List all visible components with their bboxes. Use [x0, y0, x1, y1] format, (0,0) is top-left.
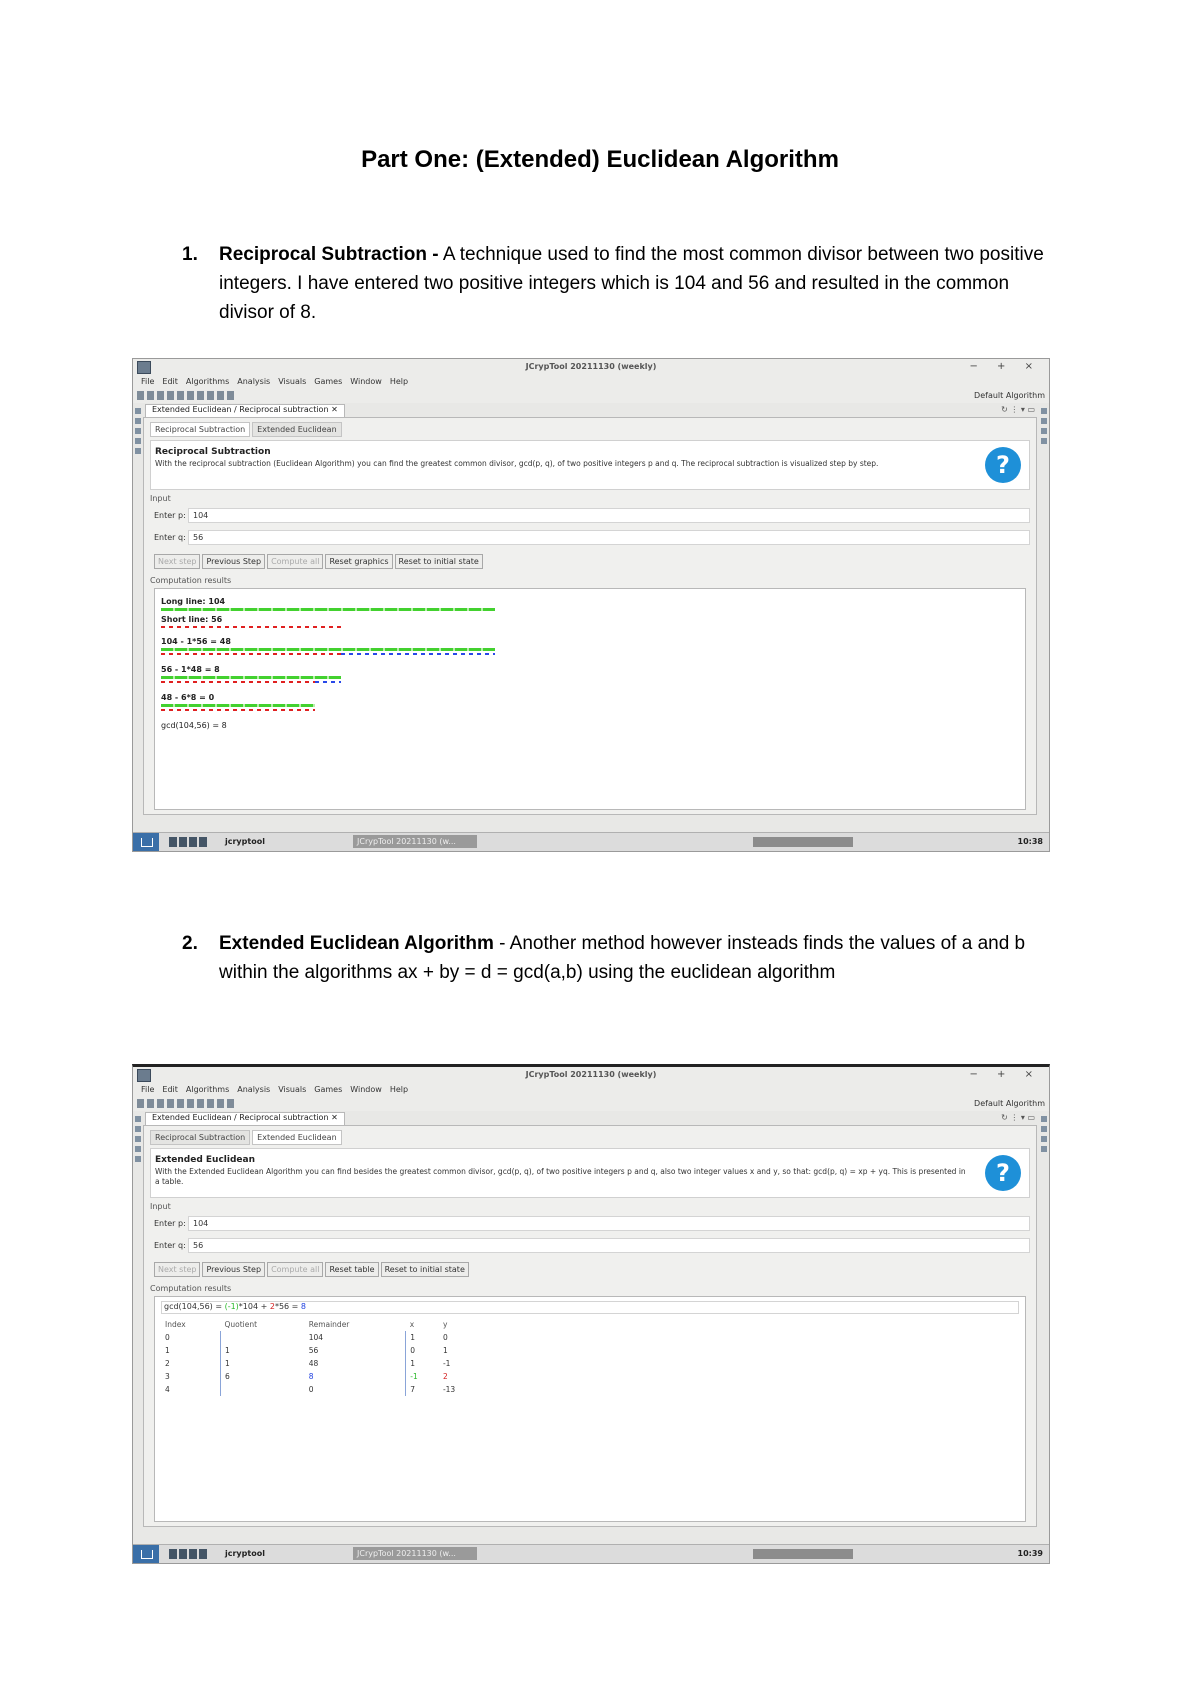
- step2-blue-bar: [315, 681, 341, 683]
- step3-label: 48 - 6*8 = 0: [161, 693, 215, 702]
- menu-bar: [133, 375, 1049, 389]
- menu-window[interactable]: Window: [350, 1085, 382, 1094]
- reset-graphics-button[interactable]: Reset graphics: [325, 554, 392, 569]
- next-step-button[interactable]: Next step: [154, 1262, 200, 1277]
- cell: 0: [406, 1344, 439, 1357]
- gcd-result-label: gcd(104,56) = 8: [161, 721, 227, 730]
- results-table-area: [154, 1296, 1026, 1522]
- q-input[interactable]: [188, 530, 1030, 545]
- menu-bar: [133, 1083, 1049, 1097]
- cell: 8: [308, 1372, 314, 1381]
- pane-toolbar-icons[interactable]: ↻ ⋮ ▾ ▭: [1001, 1113, 1035, 1122]
- menu-games[interactable]: Games: [314, 377, 343, 386]
- step3-green-bar: [161, 704, 315, 707]
- editor-tab[interactable]: Extended Euclidean / Reciprocal subtraction ✕: [145, 1112, 345, 1126]
- p-value: 104: [193, 1219, 209, 1228]
- editor-tab[interactable]: Extended Euclidean / Reciprocal subtraction ✕: [145, 404, 345, 418]
- description-text: With the Extended Euclidean Algorithm you can find besides the greatest common divisor, gcd(p, q), of two positive integers p and q, also two integer values x and y, so that: gcd(p, q) = xp + yq. This is presented in a table.: [155, 1167, 966, 1186]
- help-icon[interactable]: ?: [985, 447, 1021, 483]
- step3-red-bar: [161, 709, 315, 711]
- left-trim-icons: [133, 404, 143, 764]
- step1-red-bar: [161, 653, 341, 655]
- q-label: Enter q:: [154, 533, 186, 542]
- plugin-panel: [143, 417, 1037, 815]
- next-step-button[interactable]: Next step: [154, 554, 200, 569]
- tab-reciprocal-subtraction[interactable]: Reciprocal Subtraction: [150, 1130, 250, 1145]
- list-number: 2.: [182, 933, 198, 954]
- button-row: [154, 1262, 471, 1277]
- window-controls[interactable]: − + ×: [969, 361, 1041, 372]
- col-quotient: Quotient: [224, 1319, 258, 1329]
- gcd-equation: [161, 1301, 1019, 1314]
- subtab-bar: [150, 422, 344, 437]
- cell: 2: [165, 1359, 170, 1368]
- input-group-label: Input: [150, 494, 171, 503]
- results-group-label: Computation results: [150, 1284, 232, 1293]
- description-text: With the reciprocal subtraction (Euclidean Algorithm) you can find the greatest common divisor, gcd(p, q), of two positive integers p and q. The reciprocal subtraction is visualized step by step.: [155, 459, 879, 468]
- cell: 6: [220, 1370, 304, 1383]
- gcd-mid: *104 +: [238, 1302, 270, 1311]
- toolbar: [133, 389, 1049, 403]
- cell: 0: [165, 1333, 170, 1342]
- step1-label: 104 - 1*56 = 48: [161, 637, 231, 646]
- pane-toolbar-icons[interactable]: ↻ ⋮ ▾ ▭: [1001, 405, 1035, 414]
- gcd-y: 2: [269, 1302, 275, 1311]
- q-label: Enter q:: [154, 1241, 186, 1250]
- step1-green-bar: [161, 648, 495, 651]
- table-row: [161, 1331, 481, 1344]
- menu-file[interactable]: File: [141, 1085, 155, 1094]
- cell: [220, 1383, 304, 1396]
- gcd-mid2: *56 =: [274, 1302, 301, 1311]
- cell: 1: [406, 1357, 439, 1370]
- home-icon[interactable]: [133, 833, 159, 851]
- menu-analysis[interactable]: Analysis: [237, 1085, 271, 1094]
- cell: 1: [406, 1331, 439, 1344]
- menu-analysis[interactable]: Analysis: [237, 377, 271, 386]
- euclid-table: [161, 1317, 481, 1396]
- step2-red-bar: [161, 681, 315, 683]
- button-row: [154, 554, 485, 569]
- system-tray[interactable]: [753, 837, 853, 847]
- q-input[interactable]: [188, 1238, 1030, 1253]
- list-term: Reciprocal Subtraction -: [219, 244, 439, 265]
- tab-extended-euclidean[interactable]: Extended Euclidean: [252, 422, 341, 437]
- cell: 3: [165, 1372, 170, 1381]
- previous-step-button[interactable]: Previous Step: [202, 554, 265, 569]
- window-title: JCrypTool 20211130 (weekly): [525, 1070, 657, 1079]
- toolbar-icons[interactable]: [137, 391, 237, 400]
- col-remainder: Remainder: [308, 1319, 350, 1329]
- col-x: x: [409, 1319, 415, 1329]
- taskbar-folder[interactable]: jcryptool: [225, 1549, 265, 1558]
- cell: 1: [165, 1346, 170, 1355]
- table-row: [161, 1370, 481, 1383]
- compute-all-button[interactable]: Compute all: [267, 554, 323, 569]
- p-input[interactable]: [188, 1216, 1030, 1231]
- cell: 48: [308, 1359, 319, 1368]
- menu-games[interactable]: Games: [314, 1085, 343, 1094]
- taskbar-window-button[interactable]: JCrypTool 20211130 (w...: [353, 835, 477, 848]
- cell: -1: [442, 1359, 451, 1368]
- system-tray[interactable]: [753, 1549, 853, 1559]
- description-box: [150, 440, 1030, 490]
- description-title: Reciprocal Subtraction: [155, 447, 271, 457]
- clock: 10:38: [1017, 837, 1043, 846]
- taskbar: [133, 1544, 1049, 1563]
- list-item-extended-euclidean: [182, 929, 1062, 987]
- perspective-switcher[interactable]: Default Algorithm: [974, 1099, 1045, 1108]
- results-canvas: [154, 588, 1026, 810]
- menu-edit[interactable]: Edit: [162, 1085, 178, 1094]
- launcher-icons[interactable]: [169, 837, 209, 847]
- cell: 0: [442, 1333, 448, 1342]
- menu-edit[interactable]: Edit: [162, 377, 178, 386]
- reset-initial-state-button[interactable]: Reset to initial state: [395, 554, 483, 569]
- gcd-d: 8: [300, 1302, 307, 1311]
- step2-label: 56 - 1*48 = 8: [161, 665, 220, 674]
- menu-window[interactable]: Window: [350, 377, 382, 386]
- list-text: - Another method however insteads finds the values of a and b within the algorithms ax + by = d = gcd(a,b) using the euclidean algorithm: [219, 933, 1026, 983]
- cell: 2: [442, 1372, 448, 1381]
- table-row: [161, 1357, 481, 1370]
- previous-step-button[interactable]: Previous Step: [202, 1262, 265, 1277]
- taskbar-window-button[interactable]: JCrypTool 20211130 (w...: [353, 1547, 477, 1560]
- step2-green-bar: [161, 676, 341, 679]
- step1-blue-bar: [341, 653, 495, 655]
- menu-visuals[interactable]: Visuals: [278, 1085, 307, 1094]
- screenshot-extended-euclidean: [132, 1064, 1050, 1564]
- tab-extended-euclidean[interactable]: Extended Euclidean: [252, 1130, 341, 1145]
- long-line-label: Long line: 104: [161, 597, 226, 606]
- help-icon[interactable]: ?: [985, 1155, 1021, 1191]
- menu-help[interactable]: Help: [389, 1085, 409, 1094]
- window-title: JCrypTool 20211130 (weekly): [525, 362, 657, 371]
- reset-initial-state-button[interactable]: Reset to initial state: [381, 1262, 469, 1277]
- col-y: y: [442, 1319, 448, 1329]
- clock: 10:39: [1017, 1549, 1043, 1558]
- p-input[interactable]: [188, 508, 1030, 523]
- cell: 104: [308, 1333, 324, 1342]
- cell: 0: [308, 1385, 314, 1394]
- q-value: 56: [193, 533, 204, 542]
- taskbar: [133, 832, 1049, 851]
- gcd-prefix: gcd(104,56) =: [164, 1302, 225, 1311]
- compute-all-button[interactable]: Compute all: [267, 1262, 323, 1277]
- p-value: 104: [193, 511, 209, 520]
- right-trim-icons: [1039, 1112, 1049, 1192]
- description-box: [150, 1148, 1030, 1198]
- results-group-label: Computation results: [150, 576, 232, 585]
- cell: 1: [220, 1357, 304, 1370]
- p-label: Enter p:: [154, 511, 186, 520]
- cell: 1: [220, 1344, 304, 1357]
- list-number: 1.: [182, 244, 198, 265]
- window-controls[interactable]: − + ×: [969, 1069, 1041, 1080]
- cell: 56: [308, 1346, 319, 1355]
- description-title: Extended Euclidean: [155, 1155, 255, 1165]
- menu-visuals[interactable]: Visuals: [278, 377, 307, 386]
- table-header-row: [161, 1317, 481, 1331]
- left-trim-icons: [133, 1112, 143, 1472]
- p-input-row: [154, 508, 1030, 522]
- screenshot-reciprocal-subtraction: [132, 358, 1050, 852]
- cell: 4: [165, 1385, 170, 1394]
- home-icon[interactable]: [133, 1545, 159, 1563]
- toolbar-icons[interactable]: [137, 1099, 237, 1108]
- window-titlebar: [133, 1067, 1049, 1083]
- menu-file[interactable]: File: [141, 377, 155, 386]
- short-line-bar: [161, 626, 341, 628]
- cell: 7: [406, 1383, 439, 1396]
- subtab-bar: [150, 1130, 344, 1145]
- gcd-x: (-1): [224, 1302, 239, 1311]
- cell: 1: [442, 1346, 448, 1355]
- input-group-label: Input: [150, 1202, 171, 1211]
- col-index: Index: [165, 1319, 186, 1329]
- list-term: Extended Euclidean Algorithm: [219, 933, 494, 954]
- launcher-icons[interactable]: [169, 1549, 209, 1559]
- toolbar: [133, 1097, 1049, 1111]
- reset-table-button[interactable]: Reset table: [325, 1262, 378, 1277]
- cell: [220, 1331, 304, 1344]
- cell: -1: [406, 1370, 439, 1383]
- list-item-reciprocal-subtraction: [182, 240, 1062, 327]
- menu-algorithms[interactable]: Algorithms: [185, 377, 230, 386]
- p-input-row: [154, 1216, 1030, 1230]
- q-value: 56: [193, 1241, 204, 1250]
- plugin-panel: [143, 1125, 1037, 1527]
- document-title: Part One: (Extended) Euclidean Algorithm: [361, 146, 839, 173]
- menu-algorithms[interactable]: Algorithms: [185, 1085, 230, 1094]
- perspective-switcher[interactable]: Default Algorithm: [974, 391, 1045, 400]
- table-row: [161, 1383, 481, 1396]
- right-trim-icons: [1039, 404, 1049, 484]
- list-text: A technique used to find the most common divisor between two positive integers. I have entered two positive integers which is 104 and 56 and resulted in the common divisor of 8.: [219, 244, 1044, 323]
- tab-reciprocal-subtraction[interactable]: Reciprocal Subtraction: [150, 422, 250, 437]
- q-input-row: [154, 530, 1030, 544]
- taskbar-folder[interactable]: jcryptool: [225, 837, 265, 846]
- table-row: [161, 1344, 481, 1357]
- menu-help[interactable]: Help: [389, 377, 409, 386]
- cell: -13: [442, 1385, 456, 1394]
- short-line-label: Short line: 56: [161, 615, 223, 624]
- q-input-row: [154, 1238, 1030, 1252]
- window-titlebar: [133, 359, 1049, 375]
- long-line-bar: [161, 608, 495, 611]
- p-label: Enter p:: [154, 1219, 186, 1228]
